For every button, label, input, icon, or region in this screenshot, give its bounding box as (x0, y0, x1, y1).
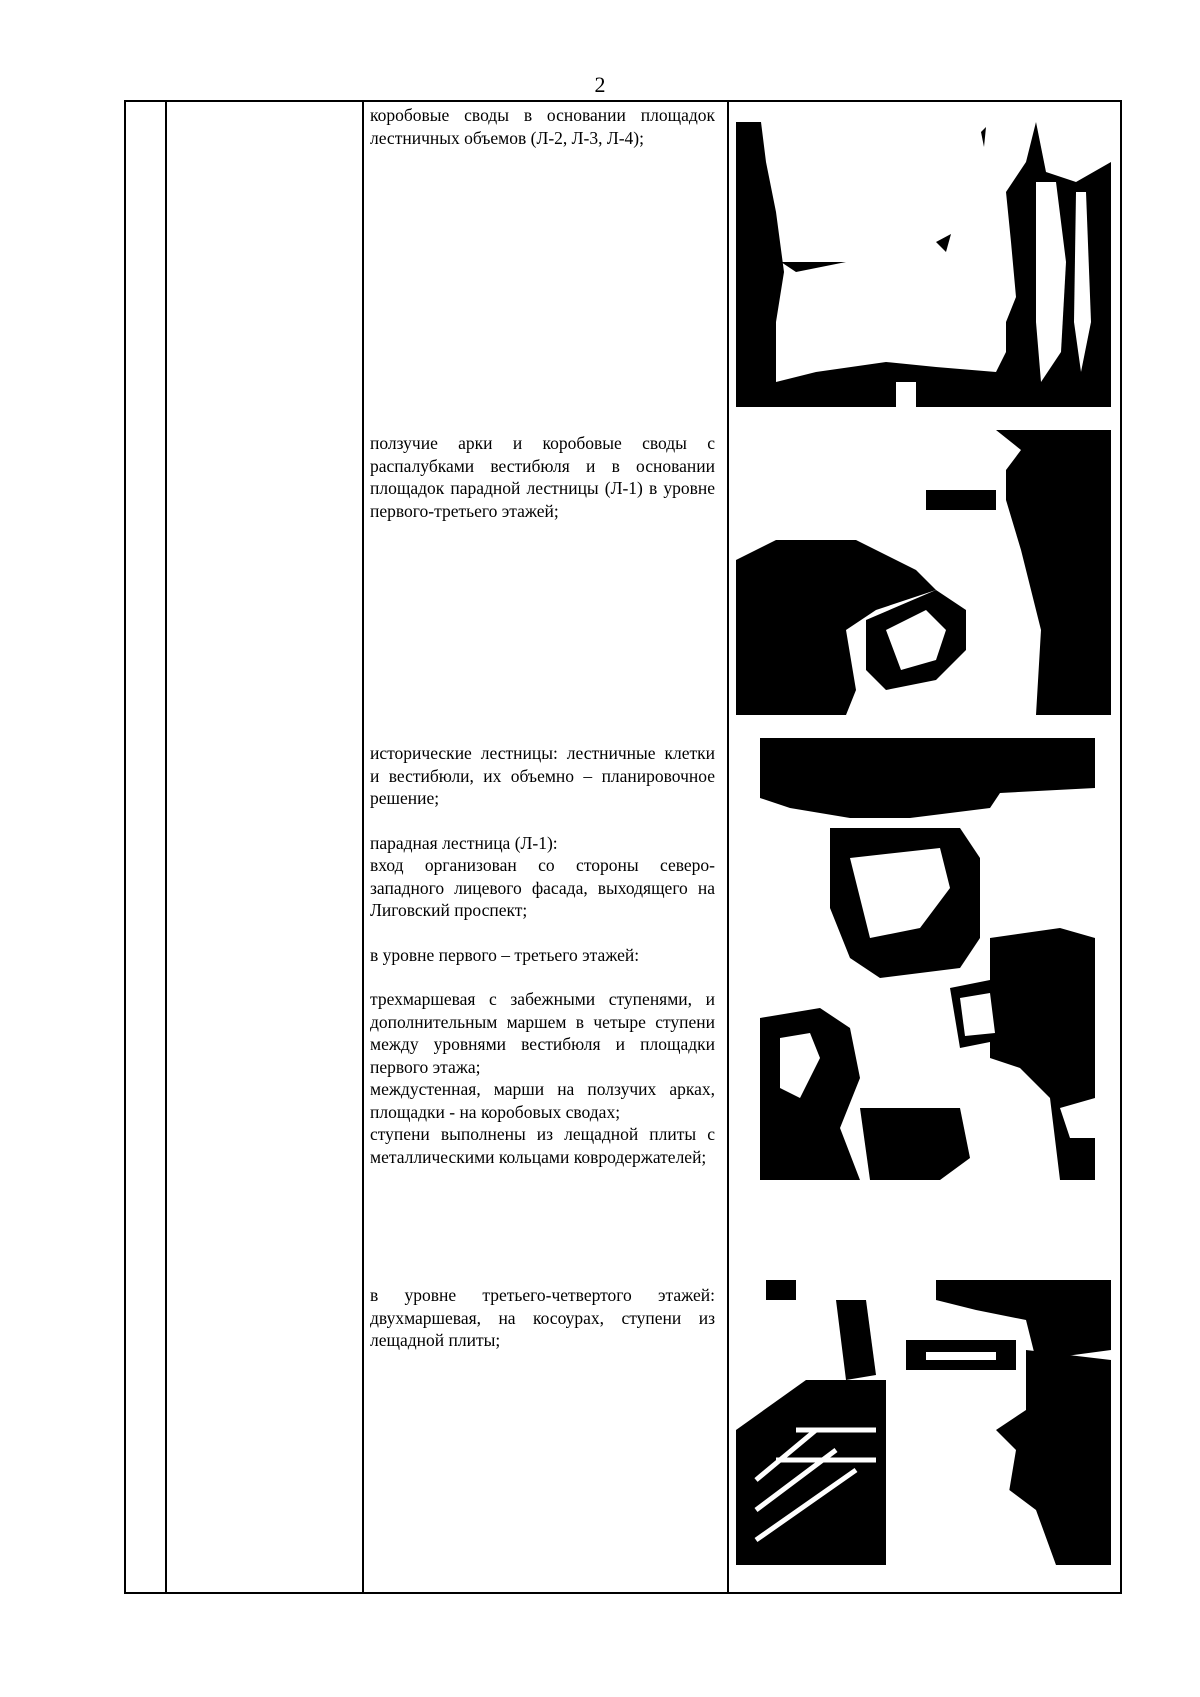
row-1-text (370, 104, 715, 149)
row-3-paragraph-6: междустенная, марши на ползучих арках, площадки - на коробовых сводах; (370, 1079, 715, 1122)
table-column-divider-1 (165, 100, 167, 1594)
row-3-paragraph-2: парадная лестница (Л-1): (370, 832, 558, 853)
table-column-divider-2 (362, 100, 364, 1594)
row-2-text (370, 432, 715, 522)
row-4-paragraph-1: в уровне третьего-четвертого этажей: двухмаршевая, на косоурах, ступени из лещадной плиты; (370, 1285, 715, 1350)
photo-upper-staircase (736, 1280, 1111, 1565)
row-3-paragraph-1: исторические лестницы: лестничные клетки и вестибюли, их объемно – планировочное решение; (370, 743, 715, 808)
row-2-paragraph-1: ползучие арки и коробовые своды с распалубками вестибюля и в основании площадок парадной лестницы (Л-1) в уровне первого-третьего этажей; (370, 433, 715, 521)
row-3-paragraph-3: вход организован со стороны северо-западного лицевого фасада, выходящего на Лиговский проспект; (370, 855, 715, 920)
page-number: 2 (594, 72, 606, 97)
row-3-text (370, 742, 715, 1168)
table-column-divider-3 (727, 100, 729, 1594)
row-3-paragraph-7: ступени выполнены из лещадной плиты с металлическими кольцами ковродержателей; (370, 1124, 715, 1167)
row-1-paragraph-1: коробовые своды в основании площадок лестничных объемов (Л-2, Л-3, Л-4); (370, 105, 715, 148)
photo-vaults-landings (736, 122, 1111, 407)
row-4-text (370, 1284, 715, 1352)
row-3-paragraph-5: трехмаршевая с забежными ступенями, и дополнительным маршем в четыре ступени между уровнями вестибюля и площадки первого этажа; (370, 989, 715, 1077)
photo-historic-staircase (760, 738, 1095, 1180)
photo-creeping-arches (736, 430, 1111, 715)
row-3-paragraph-4: в уровне первого – третьего этажей: (370, 944, 640, 965)
